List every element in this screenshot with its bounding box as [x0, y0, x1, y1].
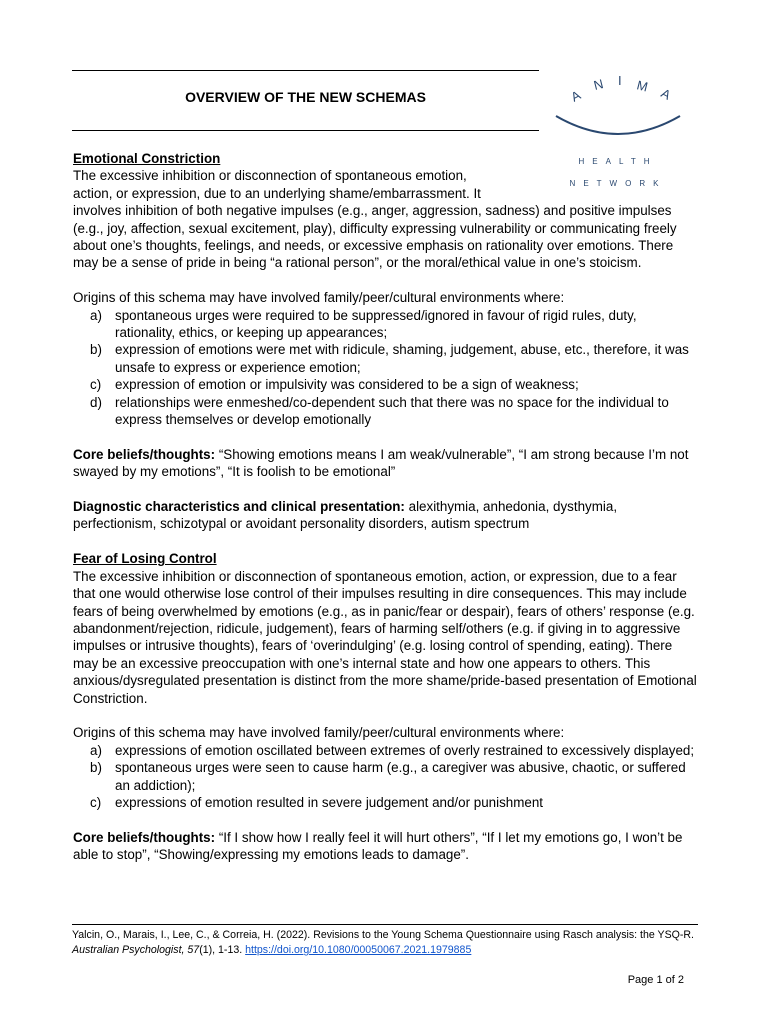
list-marker: d)	[90, 394, 102, 410]
list-marker: a)	[90, 742, 102, 758]
core-beliefs-text: “If I show how I really feel it will hurt others”, “If I let my emotions go, I won’t be able to stop”, “Showing/expressing my emotions leads to damage”.	[73, 829, 683, 863]
core-beliefs-label: Core beliefs/thoughts:	[73, 446, 216, 462]
section1-description-line-1: The excessive inhibition or disconnection of spontaneous emotion,	[73, 168, 467, 184]
list-marker: a)	[90, 307, 102, 323]
logo-letter-1: A	[568, 87, 584, 105]
logo-letter-5: A	[658, 85, 674, 103]
core-beliefs-label: Core beliefs/thoughts:	[73, 829, 216, 845]
list-item-text: expressions of emotion resulted in severe judgement and/or punishment	[115, 794, 544, 810]
section2-origins-list	[73, 742, 699, 812]
list-item	[73, 307, 699, 342]
logo-letter-3: I	[618, 73, 622, 88]
section1-description-line-2: action, or expression, due to an underlying shame/embarrassment. It	[73, 185, 481, 201]
page-title: OVERVIEW OF THE NEW SCHEMAS	[185, 89, 426, 105]
section-heading-fear-of-losing-control: Fear of Losing Control	[73, 551, 217, 567]
page-number: Page 1 of 2	[627, 974, 684, 986]
list-item	[73, 376, 699, 393]
list-item	[73, 742, 699, 759]
header-top-rule	[72, 70, 539, 71]
header-bottom-rule	[72, 130, 539, 131]
list-item-text: spontaneous urges were seen to cause harm (e.g., a caregiver was abusive, chaotic, or suffered an addiction);	[115, 760, 686, 793]
list-marker: c)	[90, 794, 102, 810]
section2-description: The excessive inhibition or disconnection of spontaneous emotion, action, or expression, due to a fear that one would otherwise lose control of their impulses resulting in dire consequences. This may include fears of being overwhelmed by emotions (e.g., as in panic/fear or despair), fears of others’ response (e.g. abandonment/rejection, ridicule, judgement), fears of harming self/others (e.g. if giving in to aggressive impulses or intrusive thoughts), fears of ‘overindulging’ (e.g. losing control of spending, eating). There may be an excessive preoccupation with one’s internal state and how one appears to others. This anxious/dysregulated presentation is distinct from the more shame/pride-based presentation of Emotional Constriction.	[73, 568, 697, 706]
list-item	[73, 394, 699, 429]
footnote-citation	[72, 928, 702, 958]
list-item-text: spontaneous urges were required to be suppressed/ignored in favour of rigid rules, duty, rationality, ethics, or keeping up appearances;	[115, 307, 637, 341]
diagnostic-text: alexithymia, anhedonia, dysthymia, perfectionism, schizotypal or avoidant personality disorders, autism spectrum	[73, 499, 618, 532]
list-marker: b)	[90, 342, 102, 358]
list-item	[73, 341, 699, 376]
section1-origins-intro: Origins of this schema may have involved family/peer/cultural environments where:	[73, 290, 565, 306]
logo-letter-4: M	[635, 77, 650, 95]
citation-doi-link[interactable]: https://doi.org/10.1080/00050067.2021.1979885	[245, 944, 472, 956]
list-item-text: expression of emotion or impulsivity was considered to be a sign of weakness;	[115, 377, 579, 393]
citation-authors: Yalcin, O., Marais, I., Lee, C., & Correia, H. (2022). Revisions to the Young Schema Questionnaire using Rasch analysis: the YSQ-R.	[72, 929, 694, 941]
section1-core-beliefs	[73, 446, 699, 481]
list-item-text: expression of emotions were met with ridicule, shaming, judgement, abuse, etc., therefore, it was unsafe to express or experience emotion;	[115, 342, 689, 375]
document-body	[73, 150, 699, 864]
section1-diagnostic	[73, 498, 699, 533]
footnote-rule	[72, 924, 698, 925]
logo-smile-arc	[556, 116, 680, 134]
logo-subtitle-health: HEALTH	[578, 157, 658, 166]
core-beliefs-text: “Showing emotions means I am weak/vulnerable”, “I am strong because I’m not swayed by my emotions”, “It is foolish to be emotional”	[73, 446, 689, 480]
citation-journal: Australian Psychologist, 57	[72, 944, 200, 956]
anima-logo-mark	[548, 72, 688, 152]
section2-origins-intro: Origins of this schema may have involved family/peer/cultural environments where:	[73, 725, 565, 741]
logo-subtitle-network: NETWORK	[569, 179, 667, 188]
section-heading-emotional-constriction: Emotional Constriction	[73, 151, 221, 166]
citation-issue: (1), 1-13.	[199, 944, 246, 956]
list-item-text: expressions of emotion oscillated between extremes of overly restrained to excessively displayed;	[115, 742, 695, 758]
list-item	[73, 794, 699, 811]
list-item	[73, 759, 699, 794]
logo-letter-2: N	[592, 76, 605, 93]
diagnostic-label: Diagnostic characteristics and clinical presentation:	[73, 499, 405, 515]
list-marker: b)	[90, 760, 102, 776]
section1-description-rest: involves inhibition of both negative impulses (e.g., anger, aggression, sadness) and positive impulses (e.g., joy, affection, sexual excitement, play), difficulty expressing vulnerability or communicating freely about one’s thoughts, feelings, and needs, or excessive emphasis on rationality over emotions. There may be a sense of pride in being “a rational person”, or the moral/ethical value in one’s stoicism.	[73, 203, 677, 271]
section2-core-beliefs	[73, 829, 699, 864]
list-marker: c)	[90, 377, 102, 393]
list-item-text: relationships were enmeshed/co-dependent such that there was no space for the individual to express themselves or develop emotionally	[115, 394, 669, 428]
section1-origins-list	[73, 307, 699, 429]
